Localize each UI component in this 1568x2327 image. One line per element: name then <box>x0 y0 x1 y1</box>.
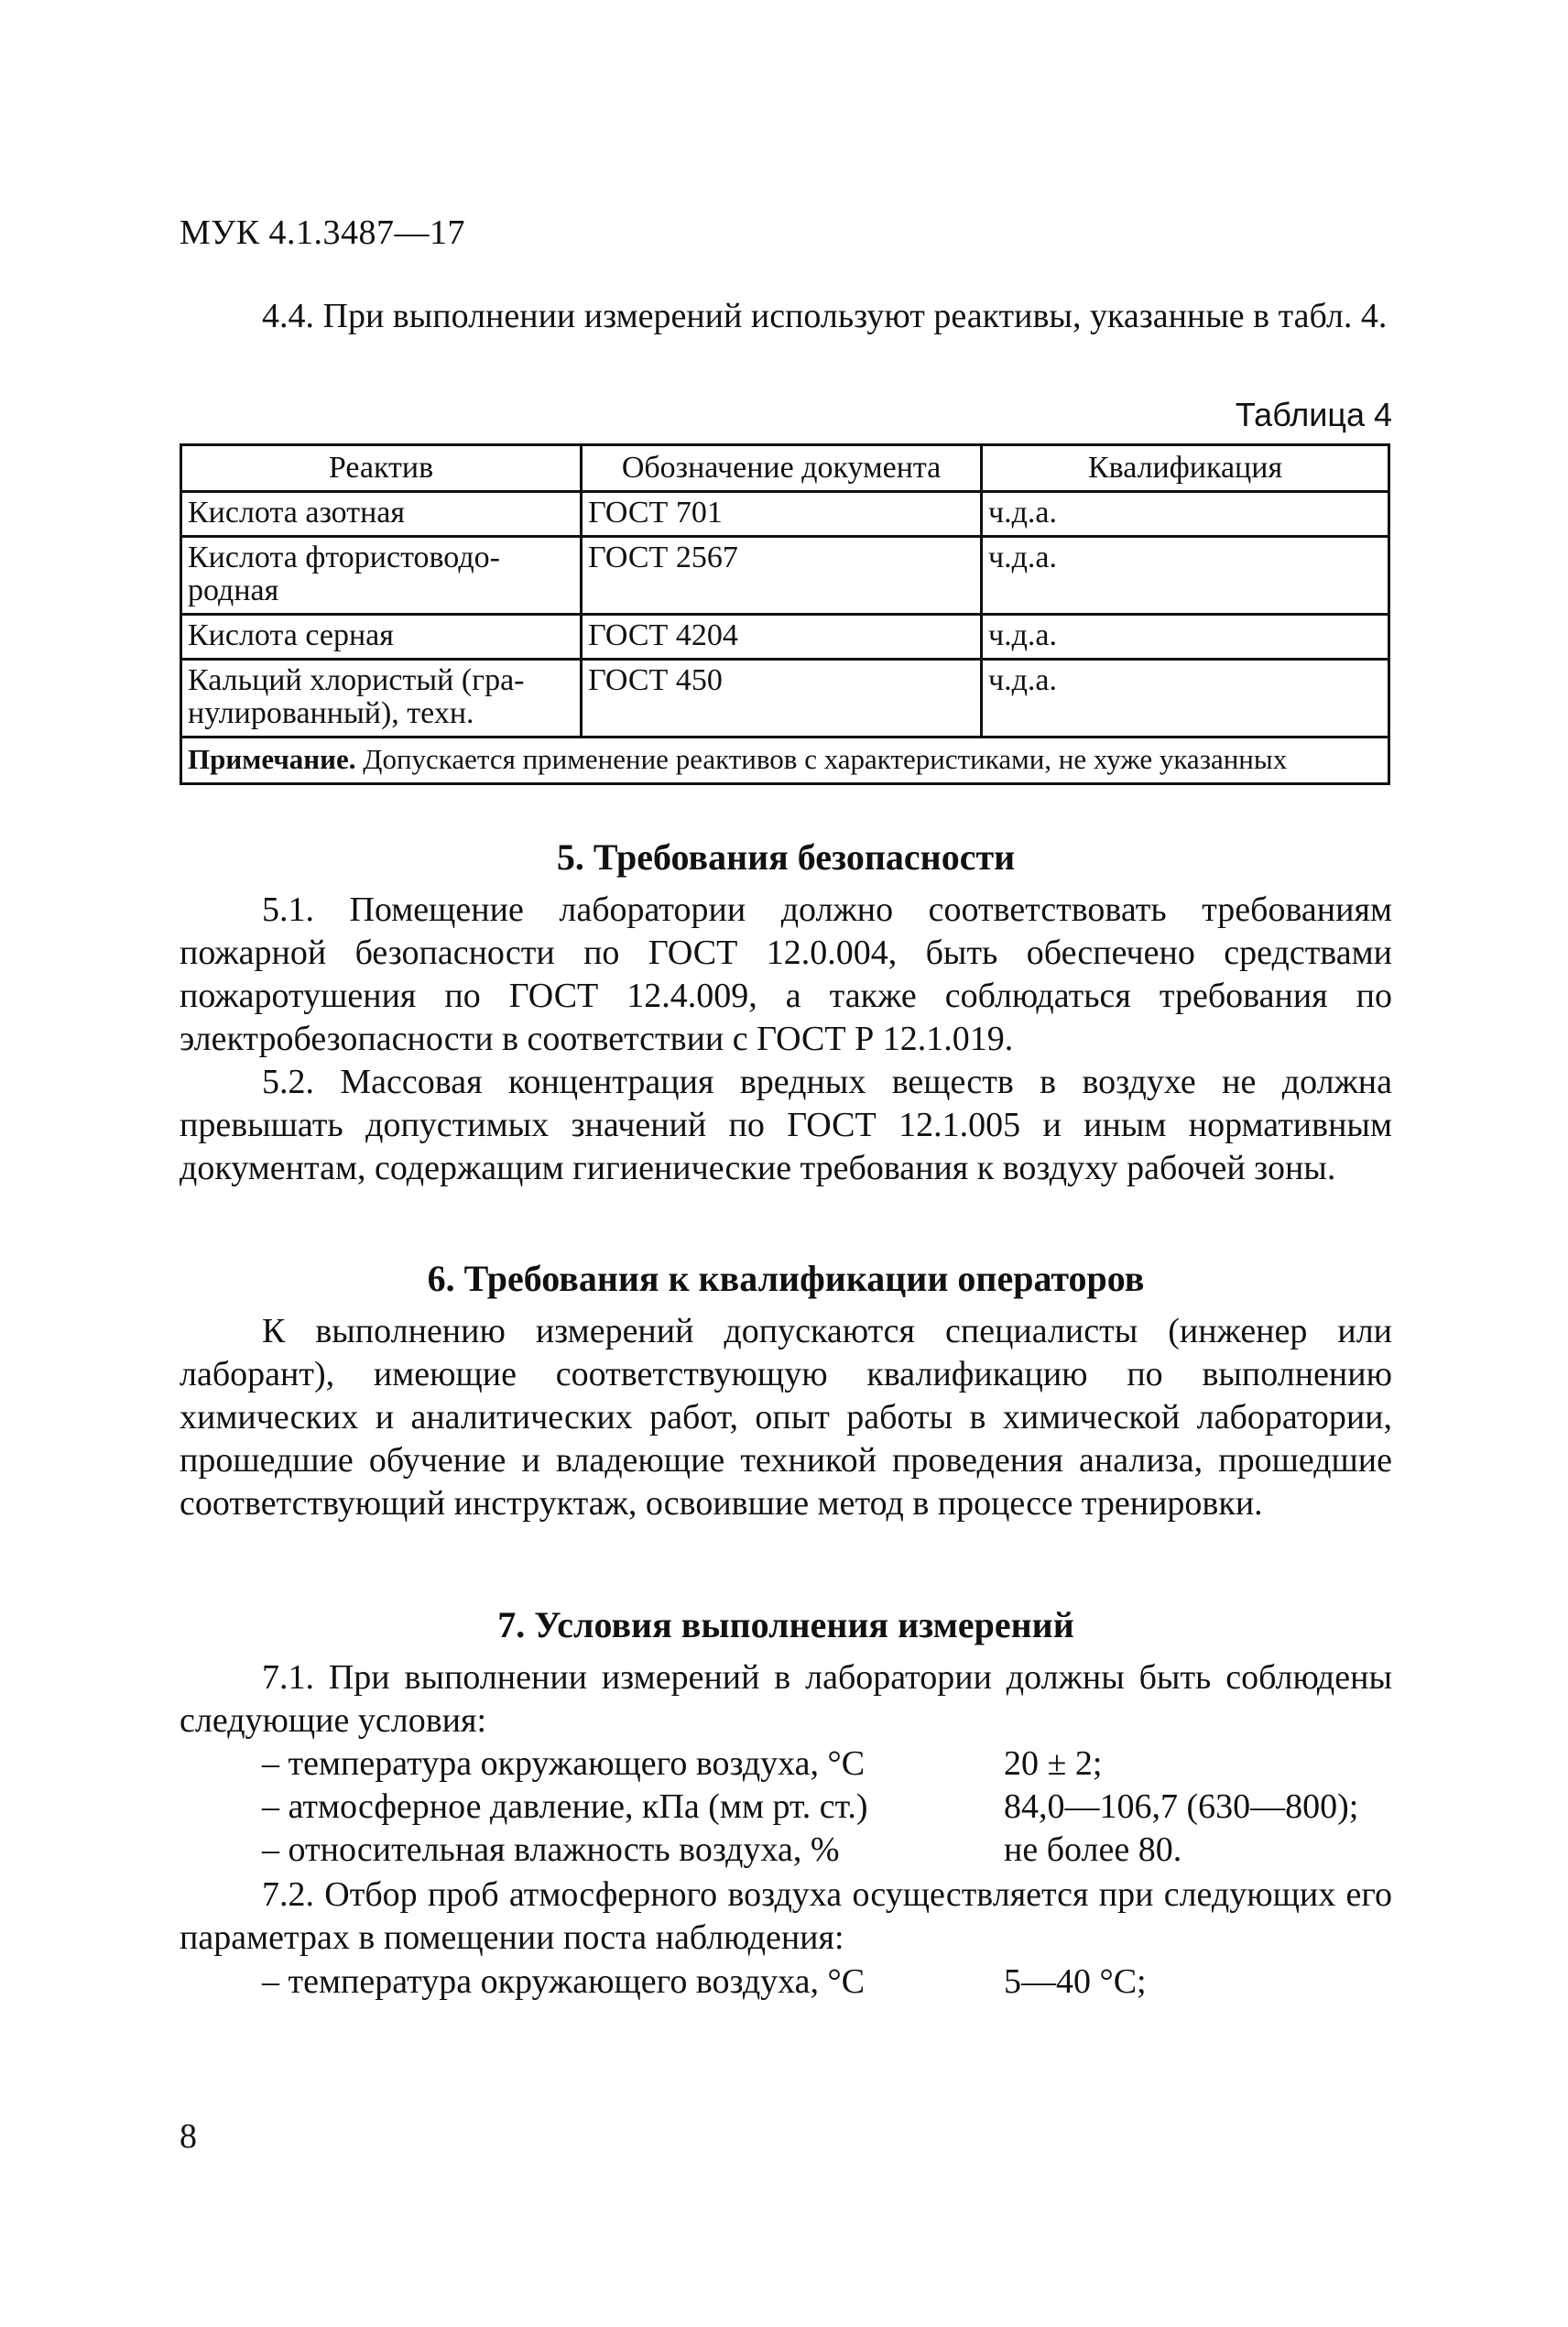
condition-label: – температура окружающего воздуха, °С <box>262 1962 866 2001</box>
table-cell-document: ГОСТ 450 <box>582 660 982 737</box>
table-cell-qualification: ч.д.а. <box>982 537 1389 615</box>
table-cell-qualification: ч.д.а. <box>982 660 1389 737</box>
table-note-label: Примечание. <box>188 743 356 775</box>
table-cell-reagent: Кислота фтористоводо-родная <box>181 537 582 615</box>
reagents-table <box>180 443 1390 785</box>
table-cell-qualification: ч.д.а. <box>982 615 1389 660</box>
table-cell-document: ГОСТ 4204 <box>582 615 982 660</box>
condition-value: 20 ± 2; <box>1004 1744 1103 1783</box>
list-item <box>180 1829 1392 1872</box>
table-header-row <box>181 445 1389 492</box>
section-5-heading: 5. Требования безопасности <box>556 836 1016 878</box>
list-item <box>180 1961 1392 2004</box>
paragraph-7-2: 7.2. Отбор проб атмосферного воздуха осуществляется при следующих его параметрах в помещении поста наблюдения: <box>180 1875 1392 1957</box>
table-row <box>181 537 1389 615</box>
condition-label: – температура окружающего воздуха, °С <box>262 1744 866 1783</box>
table-caption: Таблица 4 <box>1235 396 1392 433</box>
table-cell-reagent: Кальций хлористый (гра-нулированный), техн. <box>181 660 582 737</box>
page-number: 8 <box>180 2117 197 2156</box>
table-note-text: Допускается применение реактивов с характеристиками, не хуже указанных <box>355 743 1288 775</box>
paragraph-6: К выполнению измерений допускаются специалисты (инженер или лаборант), имеющие соответствующую квалификацию по выполнению химических и аналитических работ, опыт работы в химической лаборатории, прошедшие обучение и владеющие техникой проведения анализа, прошедшие соответствующий инструктаж, освоившие метод в процессе тренировки. <box>180 1312 1392 1523</box>
section-7-heading: 7. Условия выполнения измерений <box>497 1604 1074 1645</box>
table-header-reagent: Реактив <box>181 445 582 492</box>
condition-value: 84,0—106,7 (630—800); <box>1004 1787 1359 1826</box>
condition-value: не более 80. <box>1004 1830 1182 1869</box>
conditions-list-7-1 <box>180 1743 1392 1872</box>
table-header-document: Обозначение документа <box>582 445 982 492</box>
document-code: МУК 4.1.3487—17 <box>180 213 466 252</box>
paragraph-7-1: 7.1. При выполнении измерений в лаборатории должны быть соблюдены следующие условия: <box>180 1658 1392 1740</box>
table-note <box>181 737 1389 784</box>
table-row <box>181 492 1389 537</box>
condition-value: 5—40 °С; <box>1004 1962 1147 2001</box>
list-item <box>180 1786 1392 1829</box>
paragraph-4-4: 4.4. При выполнении измерений используют реактивы, указанные в табл. 4. <box>262 297 1388 335</box>
table-cell-document: ГОСТ 701 <box>582 492 982 537</box>
paragraph-5-1: 5.1. Помещение лаборатории должно соответствовать требованиям пожарной безопасности по ГОСТ 12.0.004, быть обеспечено средствами пожаротушения по ГОСТ 12.4.009, а также соблюдаться требования по электробезопасности в соответствии с ГОСТ Р 12.1.019. <box>180 890 1392 1058</box>
table-note-row <box>181 737 1389 784</box>
conditions-list-7-2 <box>180 1961 1392 2004</box>
table-cell-reagent: Кислота серная <box>181 615 582 660</box>
section-6-heading: 6. Требования к квалификации операторов <box>427 1258 1145 1299</box>
table-cell-reagent: Кислота азотная <box>181 492 582 537</box>
paragraph-5-2: 5.2. Массовая концентрация вредных веществ в воздухе не должна превышать допустимых значений по ГОСТ 12.1.005 и иным нормативным документам, содержащим гигиенические требования к воздуху рабочей зоны. <box>180 1063 1392 1187</box>
table-row <box>181 615 1389 660</box>
table-cell-qualification: ч.д.а. <box>982 492 1389 537</box>
condition-label: – относительная влажность воздуха, % <box>262 1830 840 1869</box>
table-cell-document: ГОСТ 2567 <box>582 537 982 615</box>
list-item <box>180 1743 1392 1786</box>
condition-label: – атмосферное давление, кПа (мм рт. ст.) <box>262 1787 868 1826</box>
table-row <box>181 660 1389 737</box>
table-header-qualification: Квалификация <box>982 445 1389 492</box>
